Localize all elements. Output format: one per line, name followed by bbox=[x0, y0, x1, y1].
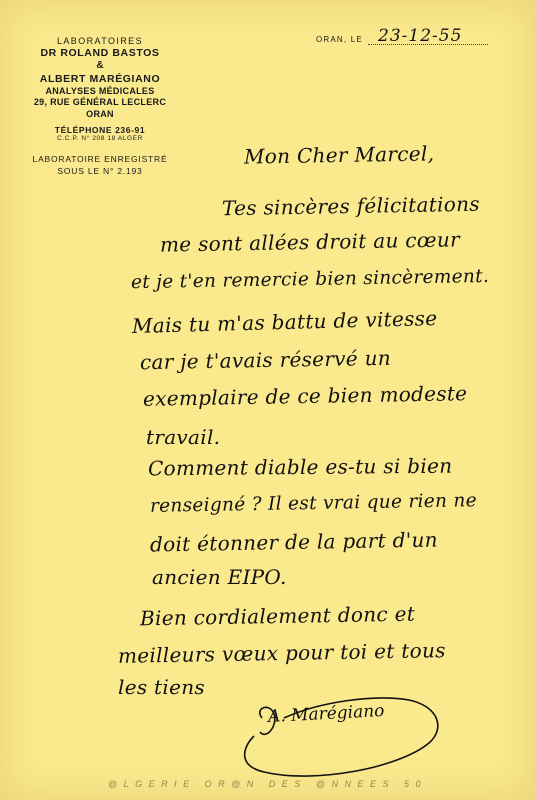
letterhead-address: 29, RUE GÉNÉRAL LECLERC bbox=[33, 97, 167, 108]
letter-salutation: Mon Cher Marcel, bbox=[243, 141, 435, 169]
letterhead-doctor: DR ROLAND BASTOS bbox=[40, 47, 160, 60]
letterhead-ampersand: & bbox=[96, 60, 104, 72]
letter-line: me sont allées droit au cœur bbox=[159, 227, 461, 257]
letter-line: et je t'en remercie bien sincèrement. bbox=[130, 265, 490, 294]
signature-text: A. Marégiano bbox=[267, 700, 385, 728]
letter-line: doit étonner de la part d'un bbox=[149, 527, 439, 557]
letterhead-registered: LABORATOIRE ENREGISTRÉ bbox=[32, 153, 168, 164]
letter-line: Mais tu m'as battu de vitesse bbox=[131, 306, 438, 338]
letterhead bbox=[10, 36, 190, 177]
letter-line: les tiens bbox=[118, 675, 205, 699]
letterhead-laboratoires: LABORATOIRES bbox=[57, 36, 143, 46]
date-block bbox=[316, 28, 496, 48]
letterhead-ccp: C.C.P. N° 208 18 ALGER bbox=[57, 135, 143, 143]
letter-line: travail. bbox=[146, 425, 221, 449]
letter-line: ancien EIPO. bbox=[152, 565, 287, 589]
signature bbox=[224, 688, 454, 783]
letterhead-registration-number: SOUS LE N° 2.193 bbox=[57, 166, 143, 177]
letterhead-partner: ALBERT MARÉGIANO bbox=[39, 72, 161, 85]
letter-line: Bien cordialement donc et bbox=[139, 601, 416, 631]
letterhead-telephone: TÉLÉPHONE 236-91 bbox=[54, 124, 146, 135]
letter-line: Comment diable es-tu si bien bbox=[147, 453, 453, 481]
letter-line: exemplaire de ce bien modeste bbox=[142, 381, 468, 411]
date-label: ORAN, LE bbox=[316, 35, 363, 44]
signature-flourish-icon bbox=[224, 688, 454, 783]
letterhead-analyses: ANALYSES MÉDICALES bbox=[45, 86, 155, 96]
watermark: @LGERIE OR@N DES @NNEES 50 bbox=[108, 779, 427, 789]
letter-line: renseigné ? Il est vrai que rien ne bbox=[149, 490, 478, 517]
letter-line: car je t'avais réservé un bbox=[139, 345, 392, 375]
date-value: 23-12-55 bbox=[378, 26, 463, 46]
letter-line: Tes sincères félicitations bbox=[221, 191, 481, 221]
letterhead-city: ORAN bbox=[86, 108, 114, 119]
letter-line: meilleurs vœux pour toi et tous bbox=[117, 638, 446, 668]
